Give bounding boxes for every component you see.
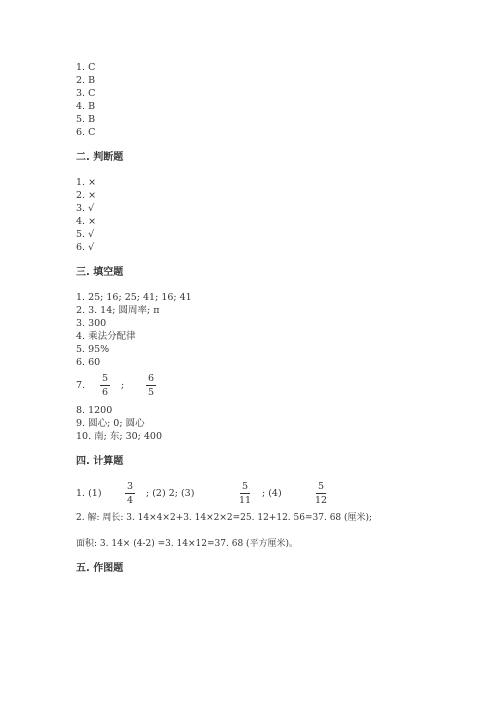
answer-line: 5. B bbox=[76, 114, 96, 125]
answer-line: 4. B bbox=[76, 101, 96, 112]
answer-line: 6. 60 bbox=[76, 357, 101, 368]
fraction-numerator: 5 bbox=[242, 481, 249, 492]
answer-line: 1. 25; 16; 25; 41; 16; 41 bbox=[76, 292, 192, 303]
fraction-bar bbox=[146, 385, 156, 386]
answer-line: 3. 300 bbox=[76, 318, 107, 329]
answer-line: 6. √ bbox=[76, 242, 95, 253]
answer-line: 6. C bbox=[76, 127, 96, 138]
answer-line: 2. 3. 14; 圆周率; π bbox=[76, 305, 160, 316]
section-heading-true-false: 二. 判断题 bbox=[76, 152, 124, 163]
answer-line: 2. B bbox=[76, 75, 96, 86]
fraction bbox=[313, 481, 329, 506]
fraction-bar bbox=[316, 493, 326, 494]
fraction bbox=[237, 481, 253, 506]
q1-label: 1. (1) bbox=[76, 488, 102, 499]
answer-line: 4. 乘法分配律 bbox=[76, 331, 136, 342]
fraction-bar bbox=[125, 493, 135, 494]
section-heading-fill-blank: 三. 填空题 bbox=[76, 267, 124, 278]
q2-perimeter-line: 2. 解: 周长: 3. 14×4×2+3. 14×2×2=25. 12+12. 56=37. 68 (厘米); bbox=[76, 513, 373, 523]
fraction-numerator: 5 bbox=[102, 373, 109, 384]
fraction-denominator: 5 bbox=[148, 387, 155, 398]
fraction-denominator: 6 bbox=[102, 387, 109, 398]
answer-line: 2. × bbox=[76, 190, 97, 201]
fraction-numerator: 5 bbox=[318, 481, 325, 492]
section-heading-calculation: 四. 计算题 bbox=[76, 456, 124, 467]
fraction bbox=[100, 373, 110, 398]
answer-line: 3. C bbox=[76, 88, 96, 99]
q7-label: 7. bbox=[76, 380, 86, 391]
q1-middle-text: ; (2) 2; (3) bbox=[146, 488, 195, 499]
fraction-bar bbox=[100, 385, 110, 386]
answer-line: 5. √ bbox=[76, 229, 95, 240]
answer-line: 4. × bbox=[76, 216, 97, 227]
q1-middle-text: ; (4) bbox=[262, 488, 282, 499]
answer-line: 10. 南; 东; 30; 400 bbox=[76, 431, 163, 442]
answer-line: 3. √ bbox=[76, 203, 95, 214]
separator: ; bbox=[121, 380, 125, 391]
answer-line: 8. 1200 bbox=[76, 405, 113, 416]
fraction-numerator: 3 bbox=[127, 481, 134, 492]
fraction bbox=[125, 481, 135, 506]
answer-line: 5. 95% bbox=[76, 344, 110, 355]
answer-line: 1. C bbox=[76, 62, 96, 73]
fraction-numerator: 6 bbox=[148, 373, 155, 384]
fraction-denominator: 4 bbox=[127, 495, 134, 506]
fraction bbox=[146, 373, 156, 398]
fraction-denominator: 12 bbox=[315, 495, 328, 506]
section-heading-drawing: 五. 作图题 bbox=[76, 563, 124, 574]
q2-area-line: 面积: 3. 14× (4-2) =3. 14×12=37. 68 (平方厘米)。 bbox=[76, 539, 299, 549]
fraction-denominator: 11 bbox=[239, 495, 252, 506]
fraction-bar bbox=[240, 493, 250, 494]
answer-line: 1. × bbox=[76, 177, 97, 188]
answer-line: 9. 圆心; 0; 圆心 bbox=[76, 418, 145, 429]
